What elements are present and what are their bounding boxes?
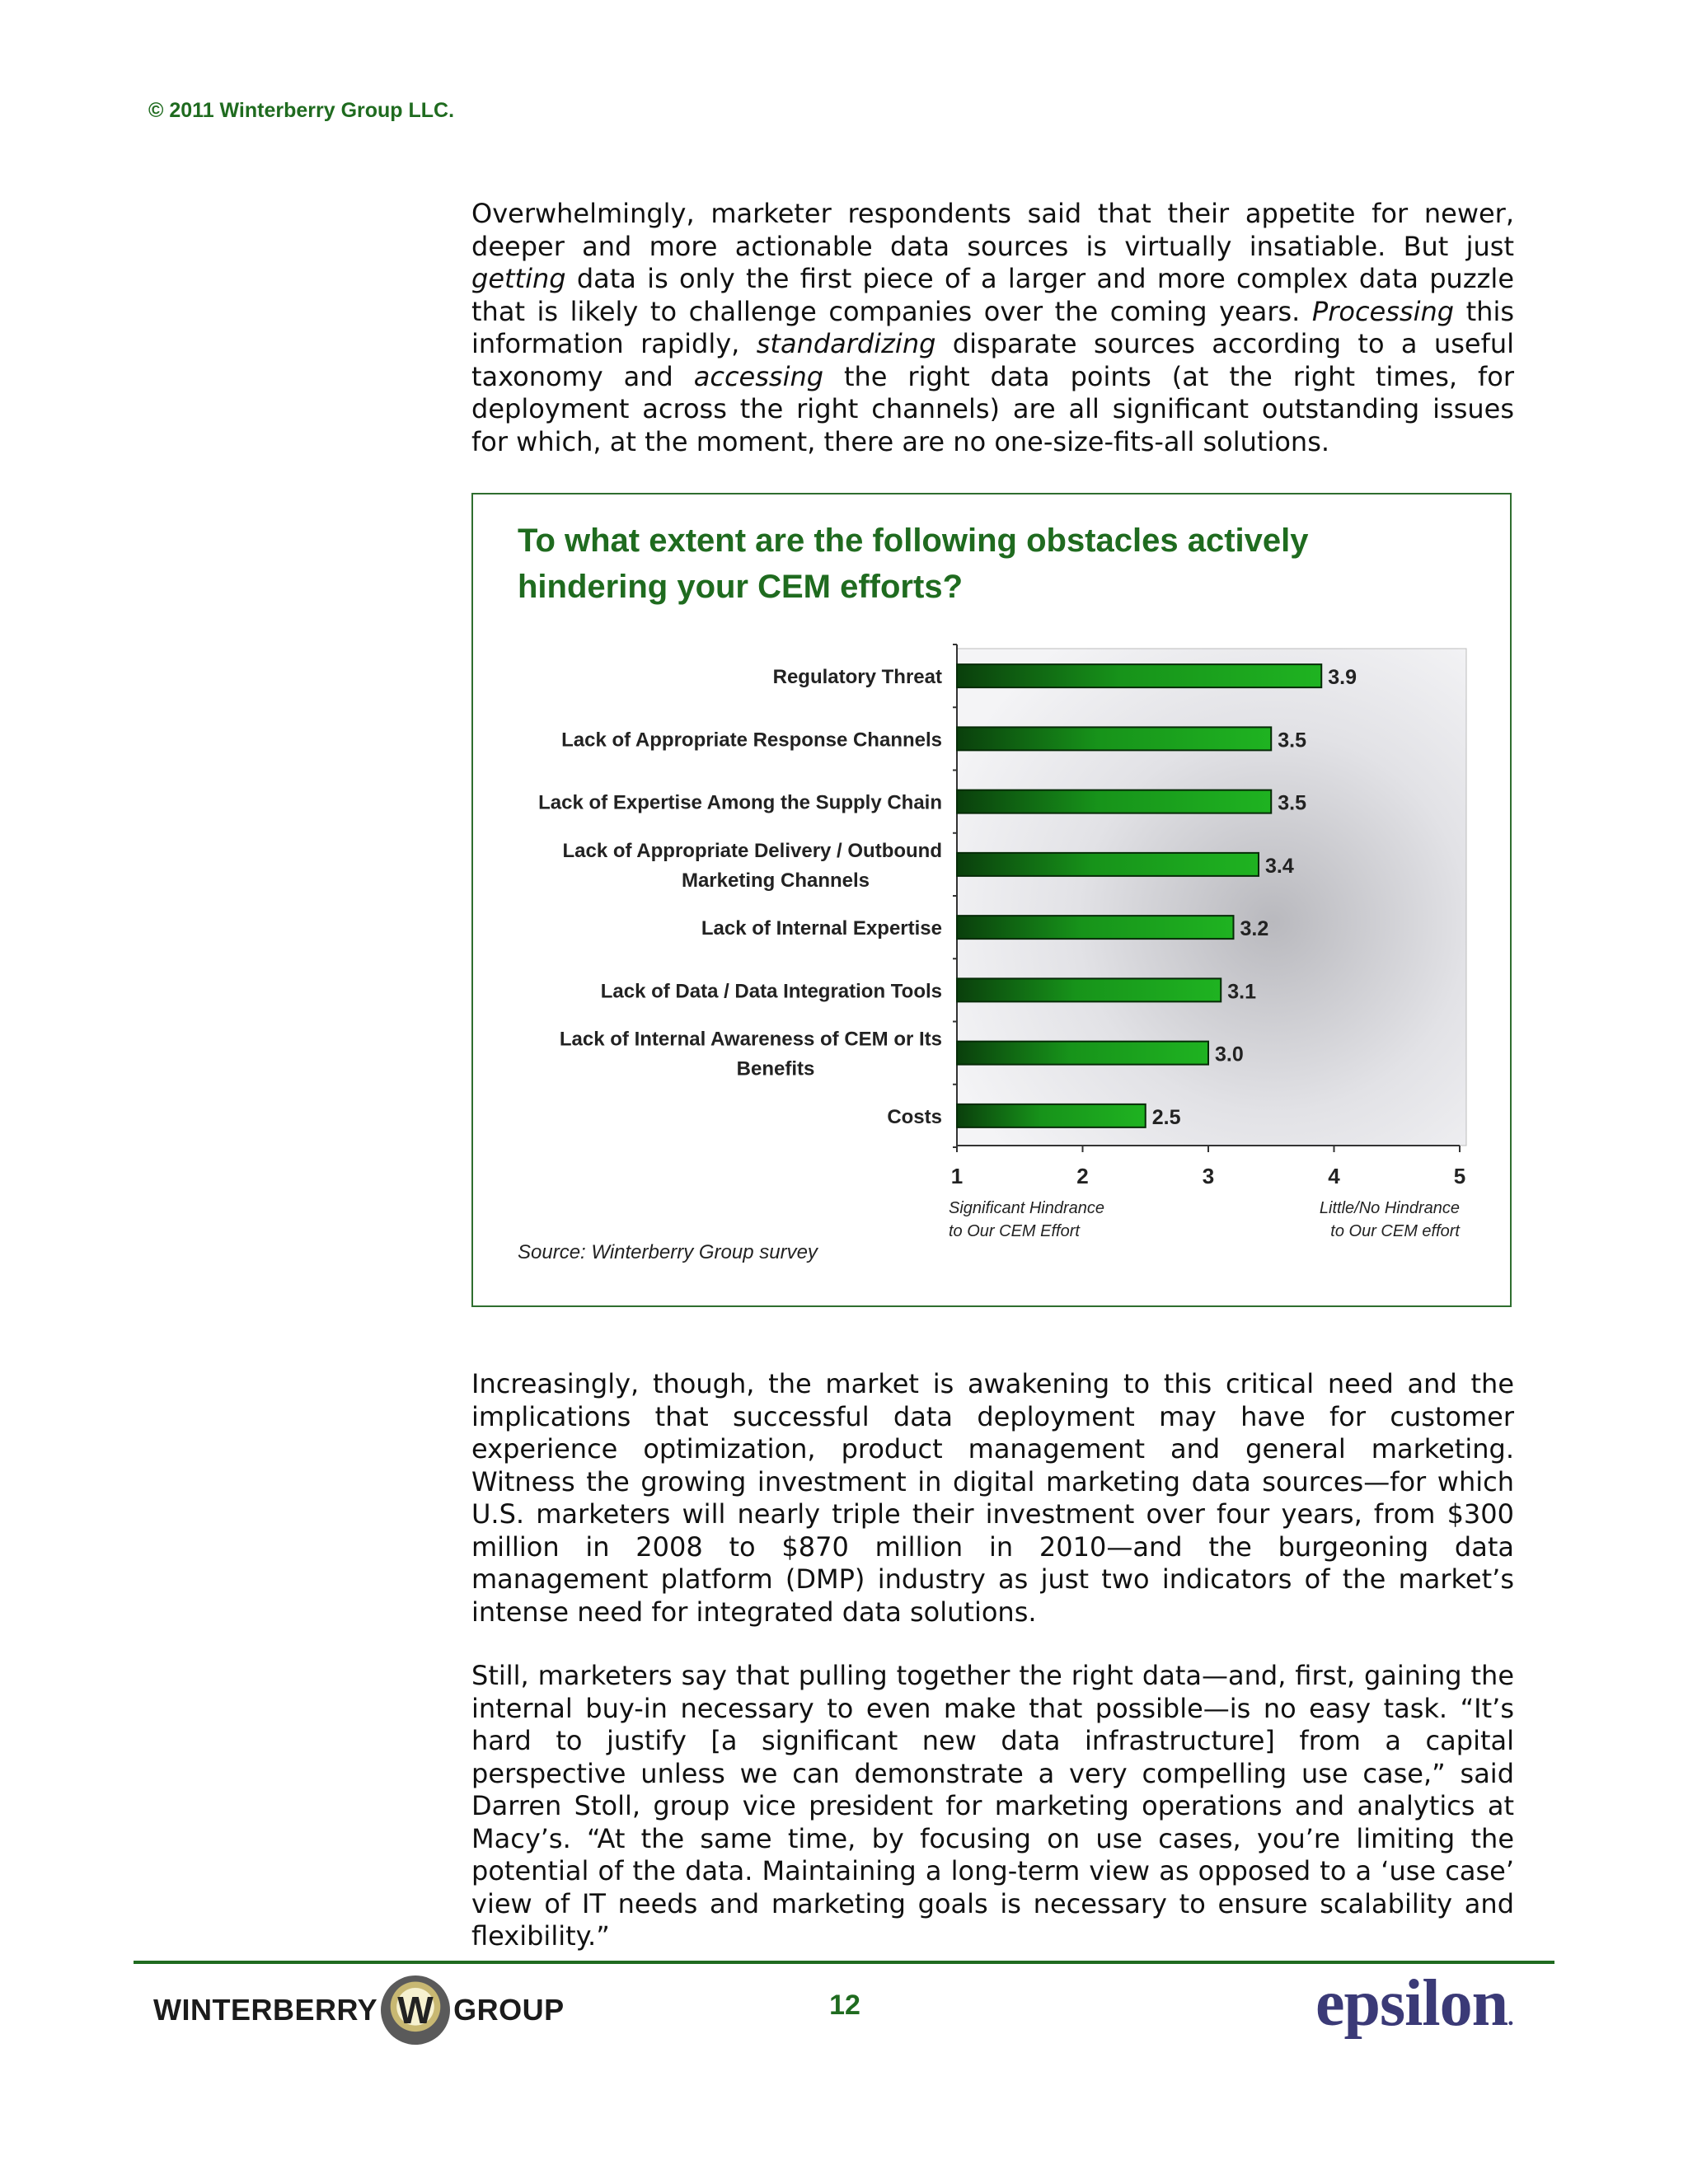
bar [957, 727, 1271, 750]
page-number: 12 [829, 1990, 860, 2021]
winterberry-seal-icon: W [381, 1975, 450, 2045]
bar-chart [473, 494, 1510, 1305]
category-label: Lack of Appropriate Delivery / Outbound [562, 839, 942, 862]
category-label: Lack of Internal Awareness of CEM or Its [559, 1028, 942, 1051]
bar [957, 978, 1221, 1001]
body-paragraph-2: Increasingly, though, the market is awakening to this critical need and the implications that successful data deployment may have for customer experience optimization, product management and general marketing. Witness the growing investment in digital marketing data sources—for which U.S. marketers will nearly triple their investment over four years, from $300 million in 2008 to $870 million in 2010—and the burgeoning data management platform (DMP) industry as just two indicators of the market’s intense need for integrated data solutions. [471, 1368, 1514, 1628]
plot-area [957, 649, 1466, 1146]
category-label: Lack of Internal Expertise [701, 917, 942, 940]
bar [957, 853, 1259, 876]
bar [957, 916, 1234, 939]
bar-value-label: 3.1 [1227, 980, 1257, 1004]
category-label: Marketing Channels [681, 869, 870, 892]
chart-title: To what extent are the following obstacles actively hindering your CEM efforts? [518, 523, 1309, 605]
x-tick-label: 1 [950, 1164, 964, 1188]
body-paragraph-3: Still, marketers say that pulling together the right data—and, first, gaining the internal buy-in necessary to even make that possible—is no easy task. “It’s hard to justify [a significant new data infrastructure] from a capital perspective unless we can demonstrate a very compelling use case,” said Darren Stoll, group vice president for marketing operations and analytics at Macy’s. “At the same time, by focusing on use cases, you’re limiting the potential of the data. Maintaining a long-term view as opposed to a ‘use case’ view of IT needs and marketing goals is necessary to ensure scalability and flexibility.” [471, 1660, 1514, 1952]
x-tick-label: 4 [1328, 1164, 1340, 1188]
bar [957, 790, 1271, 813]
x-annotation-right: Little/No Hindrance [1319, 1199, 1460, 1217]
bar-value-label: 2.5 [1151, 1105, 1181, 1129]
bar-value-label: 3.9 [1328, 666, 1357, 690]
body-paragraph-1: Overwhelmingly, marketer respondents said that their appetite for newer, deeper and more actionable data sources is virtually insatiable. But just getting data is only the first piece of a larger and more complex data puzzle that is likely to challenge companies over the coming years. Processing this information rapidly, standardizing disparate sources according to a useful taxonomy and accessing the right data points (at the right times, for deployment across the right channels) are all significant outstanding issues for which, at the moment, there are no one-size-fits-all solutions. [471, 198, 1515, 457]
bar-value-label: 3.5 [1278, 729, 1307, 752]
bar-value-label: 3.5 [1278, 791, 1307, 815]
category-label: Regulatory Threat [772, 666, 942, 689]
chart-source: Source: Winterberry Group survey [518, 1241, 818, 1263]
bar-value-label: 3.0 [1215, 1043, 1244, 1066]
winterberry-logo [153, 1975, 565, 2046]
x-annotation-left: to Our CEM Effort [949, 1222, 1080, 1240]
category-label: Lack of Appropriate Response Channels [561, 729, 942, 752]
x-tick-label: 2 [1076, 1164, 1089, 1188]
footer-divider [134, 1961, 1554, 1964]
logo-word-group: GROUP [453, 1993, 565, 2027]
chart-panel [471, 493, 1512, 1307]
category-label: Lack of Expertise Among the Supply Chain [538, 791, 942, 814]
bar-value-label: 3.2 [1240, 917, 1269, 941]
bar [957, 664, 1321, 687]
bar [957, 1104, 1146, 1127]
x-annotation-left: Significant Hindrance [949, 1199, 1104, 1217]
x-tick-label: 3 [1202, 1164, 1215, 1188]
bar-value-label: 3.4 [1265, 854, 1294, 878]
bar [957, 1042, 1208, 1065]
category-label: Costs [887, 1105, 942, 1128]
category-label: Lack of Data / Data Integration Tools [600, 980, 942, 1003]
logo-word-winterberry: WINTERBERRY [153, 1993, 378, 2027]
copyright-notice: © 2011 Winterberry Group LLC. [148, 99, 455, 122]
category-label: Benefits [736, 1057, 815, 1080]
epsilon-logo: epsilon. [1315, 1967, 1513, 2040]
x-annotation-right: to Our CEM effort [1330, 1222, 1460, 1240]
x-tick-label: 5 [1453, 1164, 1466, 1188]
